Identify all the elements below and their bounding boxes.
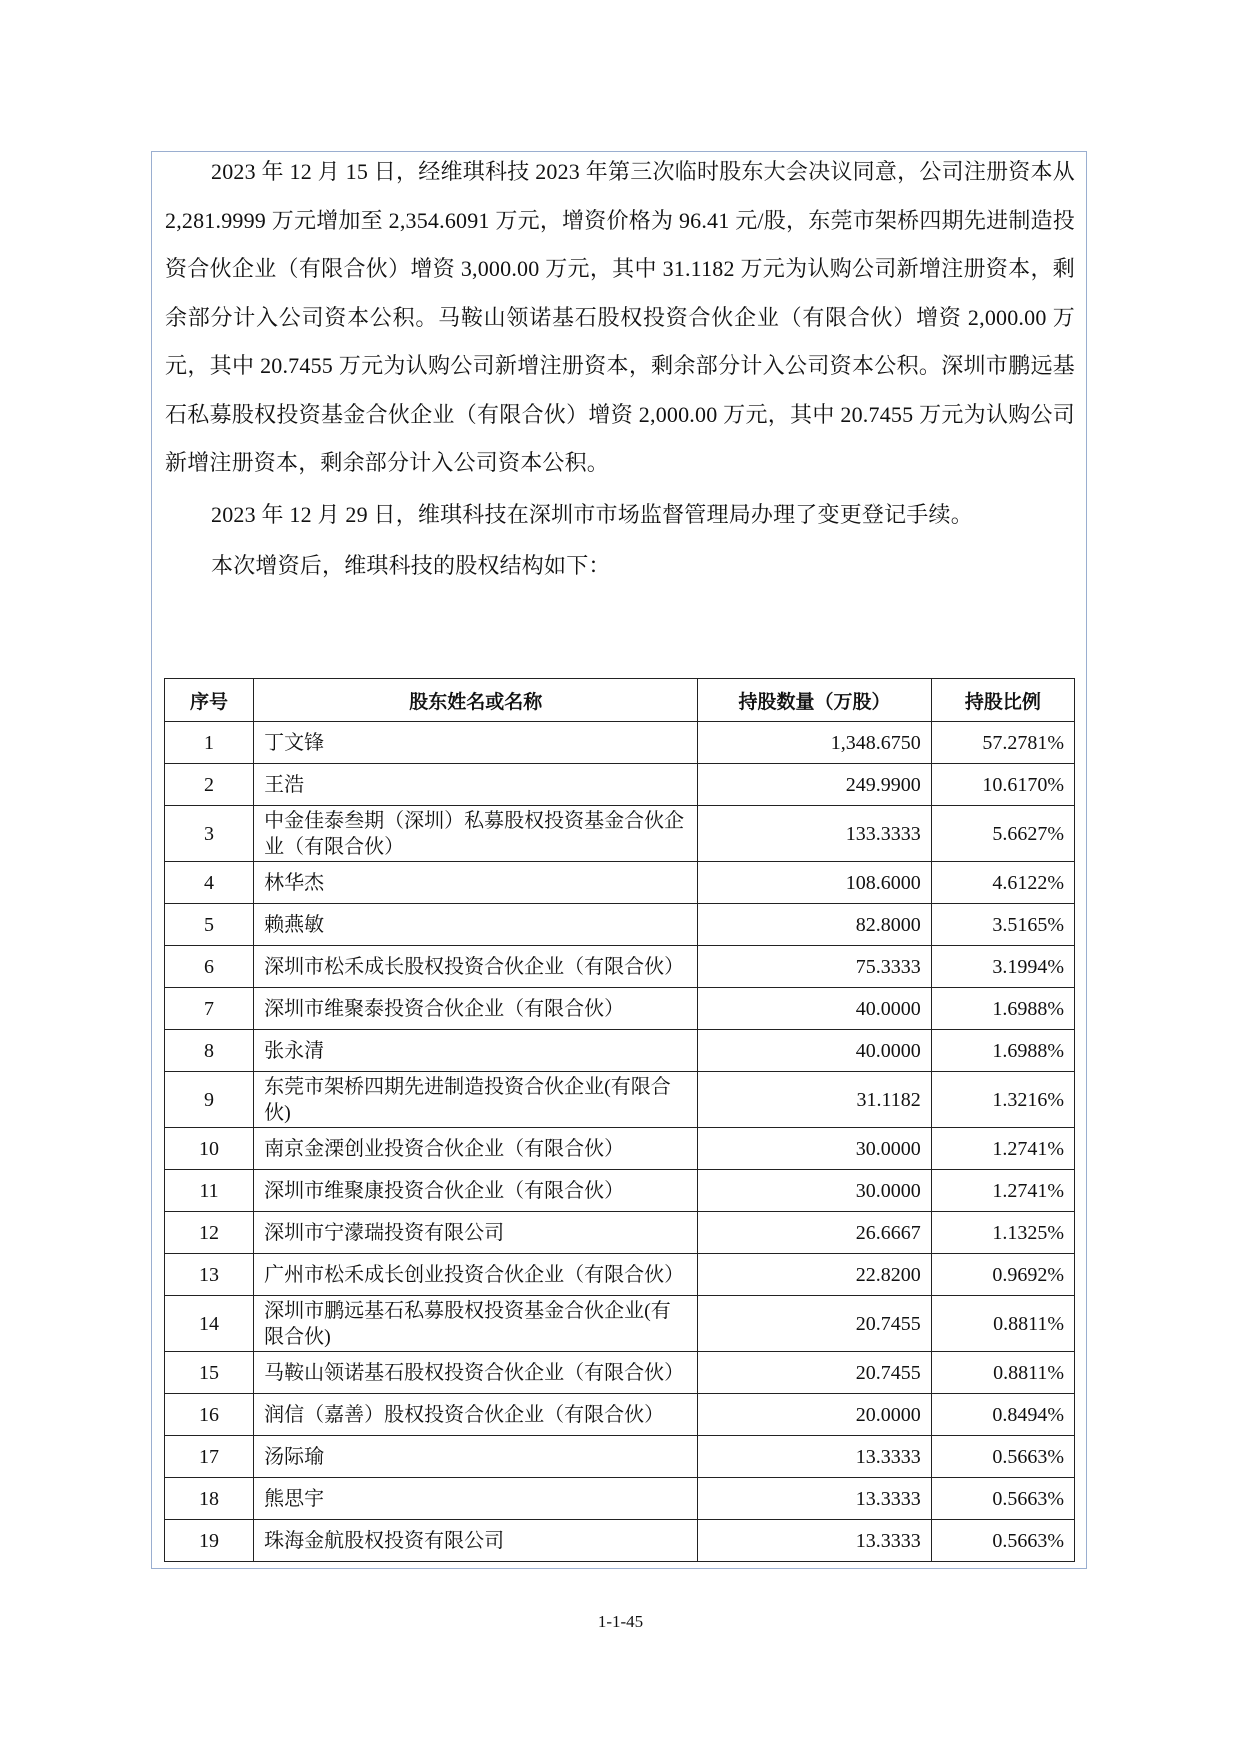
table-header-row <box>165 679 1075 722</box>
row-share-quantity: 30.0000 <box>698 1128 931 1170</box>
row-shareholder-name: 珠海金航股权投资有限公司 <box>254 1520 698 1562</box>
row-share-ratio: 0.8811% <box>931 1296 1074 1352</box>
row-share-quantity: 31.1182 <box>698 1072 931 1128</box>
row-share-quantity: 20.7455 <box>698 1296 931 1352</box>
row-share-quantity: 108.6000 <box>698 862 931 904</box>
table-row <box>165 1254 1075 1296</box>
table-row <box>165 806 1075 862</box>
table-row <box>165 988 1075 1030</box>
paragraph-registration: 2023 年 12 月 29 日，维琪科技在深圳市市场监督管理局办理了变更登记手续。 <box>211 501 973 527</box>
row-share-quantity: 26.6667 <box>698 1212 931 1254</box>
row-index: 7 <box>165 988 254 1030</box>
row-index: 19 <box>165 1520 254 1562</box>
table-row <box>165 862 1075 904</box>
row-index: 8 <box>165 1030 254 1072</box>
row-index: 13 <box>165 1254 254 1296</box>
row-share-ratio: 57.2781% <box>931 722 1074 764</box>
row-share-ratio: 1.6988% <box>931 988 1074 1030</box>
row-index: 3 <box>165 806 254 862</box>
row-shareholder-name: 张永清 <box>254 1030 698 1072</box>
row-index: 9 <box>165 1072 254 1128</box>
row-share-quantity: 13.3333 <box>698 1478 931 1520</box>
row-index: 1 <box>165 722 254 764</box>
row-index: 14 <box>165 1296 254 1352</box>
row-shareholder-name: 赖燕敏 <box>254 904 698 946</box>
row-shareholder-name: 林华杰 <box>254 862 698 904</box>
row-shareholder-name: 汤际瑜 <box>254 1436 698 1478</box>
page-number: 1-1-45 <box>597 1612 644 1631</box>
row-share-ratio: 0.5663% <box>931 1520 1074 1562</box>
row-index: 6 <box>165 946 254 988</box>
row-share-ratio: 0.5663% <box>931 1478 1074 1520</box>
table-row <box>165 1030 1075 1072</box>
table-row <box>165 1128 1075 1170</box>
header-index: 序号 <box>165 679 254 722</box>
table-row <box>165 946 1075 988</box>
row-share-ratio: 1.1325% <box>931 1212 1074 1254</box>
row-shareholder-name: 南京金溧创业投资合伙企业（有限合伙） <box>254 1128 698 1170</box>
row-shareholder-name: 深圳市鹏远基石私募股权投资基金合伙企业(有限合伙) <box>254 1296 698 1352</box>
row-share-quantity: 40.0000 <box>698 988 931 1030</box>
row-share-quantity: 40.0000 <box>698 1030 931 1072</box>
row-share-ratio: 4.6122% <box>931 862 1074 904</box>
row-index: 17 <box>165 1436 254 1478</box>
document-body <box>165 148 1075 591</box>
row-shareholder-name: 王浩 <box>254 764 698 806</box>
row-share-quantity: 133.3333 <box>698 806 931 862</box>
row-share-ratio: 0.9692% <box>931 1254 1074 1296</box>
row-share-quantity: 22.8200 <box>698 1254 931 1296</box>
row-share-ratio: 5.6627% <box>931 806 1074 862</box>
row-share-ratio: 1.2741% <box>931 1128 1074 1170</box>
row-shareholder-name: 深圳市维聚泰投资合伙企业（有限合伙） <box>254 988 698 1030</box>
row-share-ratio: 3.1994% <box>931 946 1074 988</box>
table-row <box>165 1072 1075 1128</box>
table-row <box>165 1478 1075 1520</box>
table-row <box>165 904 1075 946</box>
row-share-quantity: 1,348.6750 <box>698 722 931 764</box>
row-index: 11 <box>165 1170 254 1212</box>
row-shareholder-name: 深圳市维聚康投资合伙企业（有限合伙） <box>254 1170 698 1212</box>
table-row <box>165 1212 1075 1254</box>
table-row <box>165 1436 1075 1478</box>
row-index: 16 <box>165 1394 254 1436</box>
row-share-ratio: 1.2741% <box>931 1170 1074 1212</box>
table-row <box>165 722 1075 764</box>
row-share-quantity: 20.7455 <box>698 1352 931 1394</box>
table-row <box>165 764 1075 806</box>
row-shareholder-name: 熊思宇 <box>254 1478 698 1520</box>
row-shareholder-name: 广州市松禾成长创业投资合伙企业（有限合伙） <box>254 1254 698 1296</box>
table-row <box>165 1170 1075 1212</box>
row-index: 10 <box>165 1128 254 1170</box>
row-shareholder-name: 丁文锋 <box>254 722 698 764</box>
row-share-ratio: 1.6988% <box>931 1030 1074 1072</box>
row-index: 5 <box>165 904 254 946</box>
header-share-quantity: 持股数量（万股） <box>698 679 931 722</box>
row-shareholder-name: 深圳市宁濛瑞投资有限公司 <box>254 1212 698 1254</box>
row-share-ratio: 1.3216% <box>931 1072 1074 1128</box>
row-index: 12 <box>165 1212 254 1254</box>
row-index: 4 <box>165 862 254 904</box>
row-share-quantity: 13.3333 <box>698 1520 931 1562</box>
row-index: 15 <box>165 1352 254 1394</box>
row-share-quantity: 249.9900 <box>698 764 931 806</box>
row-share-ratio: 3.5165% <box>931 904 1074 946</box>
row-share-ratio: 10.6170% <box>931 764 1074 806</box>
row-share-quantity: 82.8000 <box>698 904 931 946</box>
row-share-quantity: 75.3333 <box>698 946 931 988</box>
row-shareholder-name: 中金佳泰叁期（深圳）私募股权投资基金合伙企业（有限合伙） <box>254 806 698 862</box>
row-share-ratio: 0.5663% <box>931 1436 1074 1478</box>
row-shareholder-name: 润信（嘉善）股权投资合伙企业（有限合伙） <box>254 1394 698 1436</box>
row-index: 18 <box>165 1478 254 1520</box>
table-row <box>165 1296 1075 1352</box>
row-share-quantity: 20.0000 <box>698 1394 931 1436</box>
row-share-ratio: 0.8494% <box>931 1394 1074 1436</box>
row-shareholder-name: 东莞市架桥四期先进制造投资合伙企业(有限合伙) <box>254 1072 698 1128</box>
header-share-ratio: 持股比例 <box>931 679 1074 722</box>
header-shareholder-name: 股东姓名或名称 <box>254 679 698 722</box>
row-shareholder-name: 深圳市松禾成长股权投资合伙企业（有限合伙） <box>254 946 698 988</box>
row-share-quantity: 30.0000 <box>698 1170 931 1212</box>
table-row <box>165 1352 1075 1394</box>
table-row <box>165 1394 1075 1436</box>
row-index: 2 <box>165 764 254 806</box>
paragraph-table-intro: 本次增资后，维琪科技的股权结构如下： <box>211 553 611 578</box>
row-share-quantity: 13.3333 <box>698 1436 931 1478</box>
table-row <box>165 1520 1075 1562</box>
row-share-ratio: 0.8811% <box>931 1352 1074 1394</box>
row-shareholder-name: 马鞍山领诺基石股权投资合伙企业（有限合伙） <box>254 1352 698 1394</box>
shareholding-table <box>164 678 1075 1562</box>
paragraph-capital-increase: 2023 年 12 月 15 日，经维琪科技 2023 年第三次临时股东大会决议同意，公司注册资本从 2,281.9999 万元增加至 2,354.6091 万元，增资价格为 96.41 元/股，东莞市架桥四期先进制造投资合伙企业（有限合伙）增资 3,000.00 万元，其中 31.1182 万元为认购公司新增注册资本，剩余部分计入公司资本公积。马鞍山领诺基石股权投资合伙企业（有限合伙）增资 2,000.00 万元，其中 20.7455 万元为认购公司新增注册资本，剩余部分计入公司资本公积。深圳市鹏远基石私募股权投资基金合伙企业（有限合伙）增资 2,000.00 万元，其中 20.7455 万元为认购公司新增注册资本，剩余部分计入公司资本公积。 <box>165 159 1075 475</box>
